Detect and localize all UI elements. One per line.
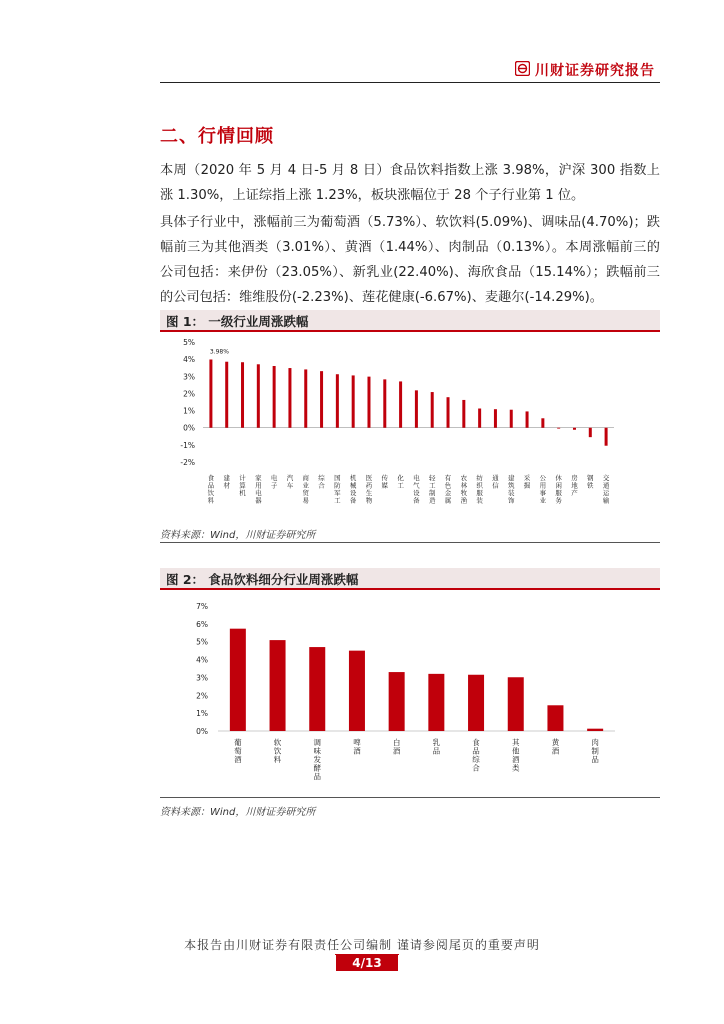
chart1-category-label-char: 计 <box>239 474 246 482</box>
chart1-category-label-char: 业 <box>302 481 309 490</box>
chart1-ytick: 5% <box>183 338 195 347</box>
page-number: 4/13 <box>336 955 398 971</box>
chart2-category-label-char: 制 <box>591 746 599 756</box>
chart2-category-label-char: 啤 <box>353 738 361 747</box>
chart1-category-label-char: 钢 <box>587 474 594 482</box>
chart1-category-label-char: 品 <box>207 481 215 490</box>
chart2-category-label-char: 他 <box>512 746 520 756</box>
section-title: 二、行情回顾 <box>160 126 274 147</box>
chart1-category-label-char: 织 <box>476 481 483 490</box>
chart2-bar <box>547 705 563 731</box>
figure1-title: 图 1： 一级行业周涨跌幅 <box>166 314 309 329</box>
chart1-category-label-char: 饰 <box>508 496 515 505</box>
chart2-category-label-char: 食 <box>472 738 480 747</box>
chart1-category-label-char: 军 <box>334 489 341 497</box>
figure2-title: 图 2： 食品饮料细分行业周涨跌幅 <box>166 572 359 587</box>
chart1-category-label-char: 地 <box>571 481 578 490</box>
chart2-bar <box>508 677 524 731</box>
chart1-category-label-char: 有 <box>444 474 452 482</box>
chart1-category-label-char: 色 <box>444 481 452 490</box>
chart1-ytick: -1% <box>180 440 195 450</box>
chart1-category-label-char: 金 <box>444 489 452 497</box>
chart1-category-label-char: 医 <box>365 474 373 482</box>
chart1-category-label-char: 务 <box>555 496 562 505</box>
chart1-category-label-char: 造 <box>428 496 436 505</box>
paragraph-subindustry: 具体子行业中，涨幅前三为葡萄酒（5.73%）、软饮料(5.09%)、调味品(4.70%)；跌幅前三为其他酒类（3.01%）、黄酒（1.44%）、肉制品（0.13%）。本周涨幅前三的公司包括：来伊份（23.05%）、新乳业(22.40%)、海欣食品（15.14%）；跌幅前三的公司包括：维维股份(-2.23%)、莲花健康(-6.67%)、麦趣尔(-14.29%)。 <box>160 215 660 305</box>
chart2-ytick: 1% <box>196 709 208 719</box>
chart1-category-label-char: 用 <box>255 481 262 490</box>
chart1-category-label-char: 房 <box>571 474 578 482</box>
chart2-category-label-char: 料 <box>273 755 282 764</box>
chart1-category-label-char: 服 <box>555 489 562 497</box>
chart2-category-label-char: 白 <box>392 738 401 747</box>
chart2-category-label-char: 酵 <box>313 763 321 773</box>
chart1-category-label-char: 械 <box>349 481 357 490</box>
chart2-category-label <box>353 737 361 756</box>
chart1-category-label-char: 输 <box>602 496 610 505</box>
chart2-category-label-char: 调 <box>313 738 321 747</box>
chart2-category-label-char: 品 <box>313 772 321 781</box>
chart1-category-label-char: 商 <box>302 474 309 482</box>
figure1-source: 资料来源：Wind，川财证券研究所 <box>160 530 316 541</box>
chart2-category-label-char: 类 <box>512 763 520 773</box>
chart1-ytick: -2% <box>180 458 195 467</box>
chart2-category-label-char: 乳 <box>432 738 441 747</box>
chart1-ytick: 1% <box>183 406 195 416</box>
footer-disclaimer: 本报告由川财证券有限责任公司编制 谨请参阅尾页的重要声明 <box>184 938 540 952</box>
chart1-category-label-char: 农 <box>460 474 468 482</box>
chart1-category-label-char: 合 <box>318 481 325 490</box>
chart1-category-label-char: 林 <box>460 481 468 490</box>
chart2-bar <box>428 674 444 731</box>
chart1-category-label-char: 备 <box>413 496 420 505</box>
chart1-ytick: 4% <box>183 355 195 365</box>
chart1-category-label-char: 电 <box>413 474 420 482</box>
chart1-category-label-char: 产 <box>571 489 578 497</box>
chart1-category-label-char: 电 <box>270 474 278 482</box>
chart1-category-label-char: 易 <box>302 496 309 505</box>
chart2-ytick: 7% <box>196 602 208 611</box>
chart1-category-label-char: 运 <box>602 489 610 497</box>
chart2-category-label <box>393 737 401 756</box>
chart2-category-label-char: 其 <box>512 738 520 747</box>
chart2-category-label-char: 发 <box>313 755 321 764</box>
chart2-ytick: 4% <box>196 655 208 665</box>
chart1-category-label-char: 信 <box>492 481 499 490</box>
brand-name: 川财证券研究报告 <box>535 63 655 79</box>
chart1-category-label-char: 工 <box>397 481 404 490</box>
chart1-category-label-char: 闲 <box>555 481 562 490</box>
chart1-category-label-char: 物 <box>365 496 373 505</box>
chart1-category-label-char: 建 <box>223 474 230 482</box>
chart1-category-label-char: 轻 <box>428 474 436 482</box>
chart2-category-label-char: 酒 <box>353 746 361 756</box>
chart1-category-label-char: 工 <box>334 496 341 505</box>
chart1-category-label-char: 通 <box>602 481 610 490</box>
chart1-data-label: 3.98% <box>209 348 229 356</box>
chart1-category-label-char: 牧 <box>460 489 468 497</box>
chart1-category-label-char: 食 <box>207 474 215 482</box>
chart1-category-label-char: 休 <box>555 474 562 482</box>
chart2-ytick: 6% <box>196 619 208 629</box>
chart1-category-label-char: 铁 <box>587 481 594 490</box>
chart2-category-label <box>314 738 322 781</box>
chart1-category-label-char: 算 <box>239 481 246 490</box>
chart1-category-label-char: 汽 <box>286 474 294 482</box>
chart1-category-label-char: 机 <box>239 489 246 497</box>
chart1-category-label-char: 化 <box>397 474 404 482</box>
chart1-category-label-char: 家 <box>255 474 262 482</box>
paragraph-market-summary: 本周（2020 年 5 月 4 日-5 月 8 日）食品饮料指数上涨 3.98%，沪深 300 指数上涨 1.30%，上证综指上涨 1.23%，板块涨幅位于 28 个子行业第 1 位。 <box>160 163 660 203</box>
chart2-category-label-char: 品 <box>591 755 599 764</box>
chart1-category-label-char: 设 <box>349 489 357 497</box>
chart2-bar <box>230 629 246 731</box>
chart1-category-label-char: 媒 <box>381 481 389 490</box>
chart2-ytick: 0% <box>196 727 208 736</box>
chart1-ytick: 2% <box>183 389 195 399</box>
chart1-category-label-char: 生 <box>365 489 373 497</box>
chart1-category-label-char: 事 <box>539 489 547 497</box>
chart1-category-label-char: 饮 <box>207 489 215 497</box>
chart2-category-label-char: 味 <box>313 746 321 756</box>
chart2-bar <box>270 640 286 731</box>
chart1-category-label-char: 用 <box>539 481 547 490</box>
chart1-category-label-char: 器 <box>255 496 262 505</box>
chart2-bar <box>309 647 325 731</box>
chart1-category-label-char: 料 <box>207 496 215 505</box>
chart1-category-label-char: 贸 <box>302 489 309 497</box>
chart1-category-label-char: 渔 <box>460 496 468 505</box>
chart1-category-label-char: 建 <box>508 474 515 482</box>
chart1-category-label-char: 国 <box>334 474 341 482</box>
chart2-category-label-char: 黄 <box>551 738 560 747</box>
chart2-category-label-char: 综 <box>472 755 480 764</box>
chart2-category-label-char: 品 <box>472 746 480 756</box>
chart1-category-label-char: 采 <box>523 474 531 482</box>
figure2-bottom-rule <box>160 797 660 798</box>
chart2-category-label-char: 萄 <box>234 746 242 756</box>
chart2-category-label-char: 肉 <box>591 738 599 747</box>
chart1-category-label-char: 业 <box>539 496 547 505</box>
chart2-category-label <box>591 737 599 764</box>
chart2-category-label <box>274 737 282 764</box>
chart1-category-label-char: 设 <box>413 489 420 497</box>
chart1-category-label-char: 子 <box>270 481 278 490</box>
chart1-category-label-char: 防 <box>334 481 341 490</box>
chart2-category-label-char: 葡 <box>234 738 242 747</box>
chart2-category-label-char: 酒 <box>392 746 401 756</box>
chart1-category-label-char: 气 <box>413 481 420 490</box>
chart1-category-label-char: 综 <box>318 474 325 482</box>
chart1-category-label-char: 公 <box>539 474 547 482</box>
chart2-category-label-char: 饮 <box>273 746 282 756</box>
chart1-category-label-char: 车 <box>286 481 294 490</box>
chart2-category-label-char: 软 <box>273 738 282 747</box>
chart2-bar <box>587 729 603 731</box>
chart2-ytick: 5% <box>196 637 208 647</box>
chart2-category-label <box>234 737 242 764</box>
chart2-category-label <box>472 737 480 773</box>
chart2-category-label-char: 酒 <box>512 755 520 764</box>
chart1-category-label-char: 交 <box>602 474 610 482</box>
chart2-category-label <box>433 737 441 756</box>
chart1-category-label-char: 备 <box>349 496 357 505</box>
chart1-category-label-char: 药 <box>365 481 373 490</box>
chart2-category-label-char: 酒 <box>551 746 560 756</box>
chart2-category-label-char: 酒 <box>234 755 242 764</box>
chart2-ytick: 3% <box>196 673 208 683</box>
chart1-category-label-char: 电 <box>255 489 262 497</box>
chart1-category-label-char: 材 <box>223 481 230 490</box>
chart2-category-label <box>512 737 520 773</box>
chart2-category-label <box>552 737 560 756</box>
chart1-category-label-char: 筑 <box>508 481 515 490</box>
chart1-ytick: 3% <box>183 372 195 382</box>
chart1-category-label-char: 属 <box>444 496 452 505</box>
chart1-category-label-char: 通 <box>492 474 499 482</box>
chart2-ytick: 2% <box>196 691 208 701</box>
chart2-category-label-char: 品 <box>432 746 441 756</box>
chart1-category-label-char: 传 <box>381 474 389 482</box>
chart1-category-label-char: 制 <box>428 489 436 497</box>
chart1-category-label-char: 装 <box>476 496 483 505</box>
chart2-bar <box>389 672 405 731</box>
chart1-category-label-char: 服 <box>476 489 483 497</box>
figure2-source: 资料来源：Wind，川财证券研究所 <box>160 807 316 818</box>
chart1-category-label-char: 纺 <box>476 474 483 482</box>
chart1-category-label-char: 机 <box>349 474 357 482</box>
chart1-ytick: 0% <box>183 423 195 433</box>
chart1-category-label-char: 掘 <box>523 481 531 490</box>
chart2-bar <box>349 651 365 731</box>
chart2-bar <box>468 675 484 731</box>
chart2-category-label-char: 合 <box>472 763 480 773</box>
chart1-category-label-char: 工 <box>428 481 436 490</box>
chart1-category-label-char: 装 <box>508 489 515 497</box>
